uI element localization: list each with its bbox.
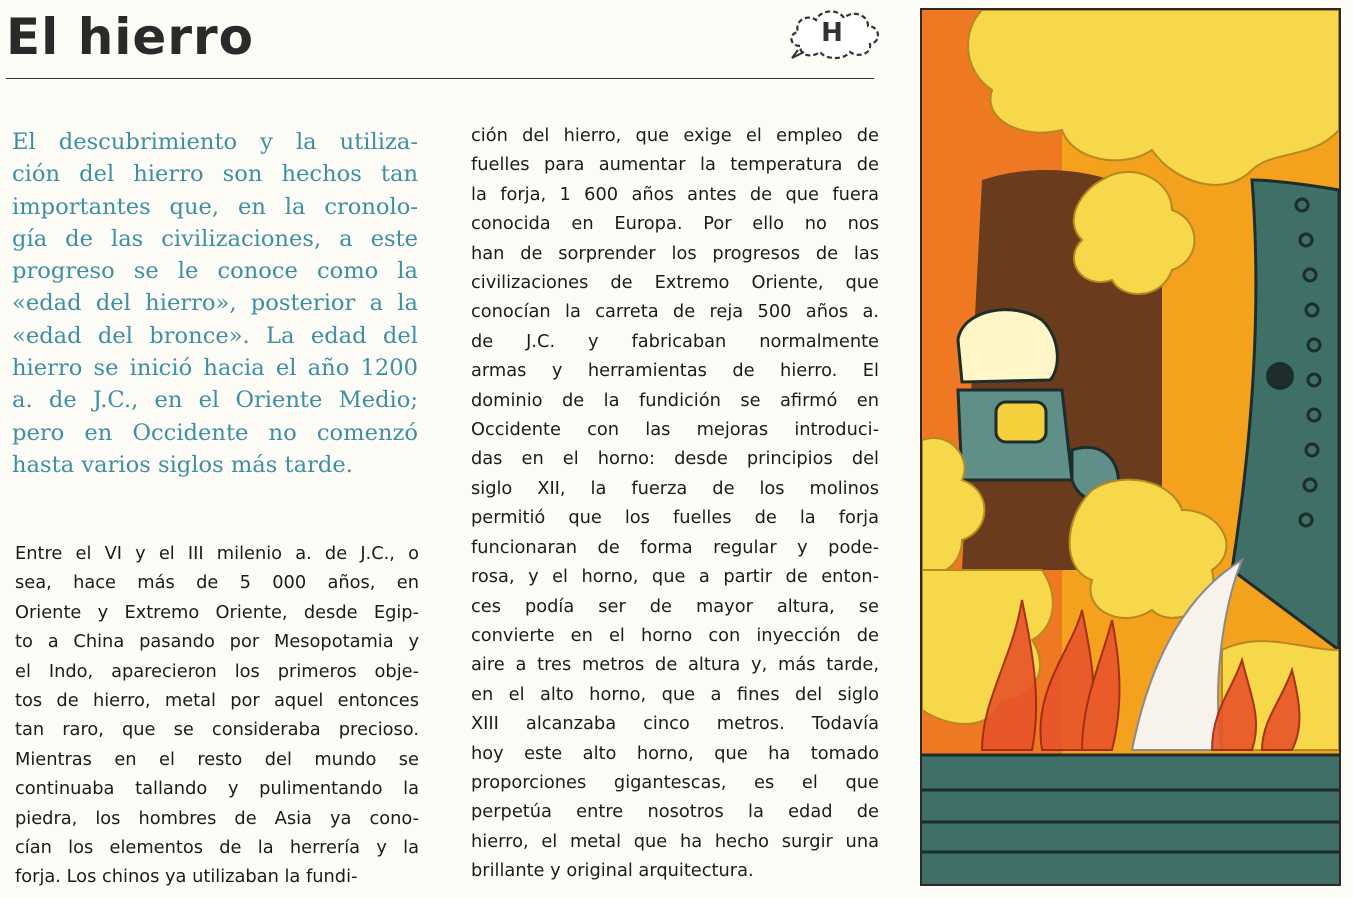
body-text-line: Oriente y Extremo Oriente, desde Egip- xyxy=(15,601,419,623)
intro-line: importantes que, en la cronolo- xyxy=(12,193,418,220)
body-text-line: das en el horno: desde principios del xyxy=(471,448,879,470)
intro-line: «edad del bronce». La edad del xyxy=(12,322,418,349)
title-divider xyxy=(6,78,874,79)
intro-line: ción del hierro son hechos tan xyxy=(12,161,418,188)
body-text-line: cían los elementos de la herrería y la xyxy=(15,837,419,859)
body-text-line: han de sorprender los progresos de las xyxy=(471,242,879,264)
body-text-line: siglo XII, la fuerza de los molinos xyxy=(471,477,879,499)
intro-line: El descubrimiento y la utiliza- xyxy=(12,129,418,155)
body-text-line: tan raro, que se consideraba precioso. xyxy=(15,719,419,741)
body-text-line: to a China pasando por Mesopotamia y xyxy=(15,631,419,653)
body-text-line: proporciones gigantescas, es el que xyxy=(471,771,879,793)
body-text-line: sea, hace más de 5 000 años, en xyxy=(15,572,419,594)
intro-line: gía de las civilizaciones, a este xyxy=(12,225,418,252)
body-text-line: en el alto horno, que a fines del siglo xyxy=(471,683,879,705)
body-text-line: Mientras en el resto del mundo se xyxy=(15,748,419,770)
body-text-line: conocían la carreta de reja 500 años a. xyxy=(471,301,879,323)
body-text-line: forja. Los chinos ya utilizaban la fundi- xyxy=(15,866,358,888)
intro-line: hasta varios siglos más tarde. xyxy=(12,451,353,478)
body-text-line: hoy este alto horno, que ha tomado xyxy=(471,742,879,764)
body-text-line: hierro, el metal que ha hecho surgir una xyxy=(471,830,879,852)
body-text-line: piedra, los hombres de Asia ya cono- xyxy=(15,807,419,829)
body-text-line: la forja, 1 600 años antes de que fuera xyxy=(471,183,879,205)
body-text-line: conocida en Europa. Por ello no nos xyxy=(471,213,879,235)
body-text-line: permitió que los fuelles de la forja xyxy=(471,507,879,529)
body-text-line: brillante y original arquitectura. xyxy=(471,860,754,882)
body-text-line: XIII alcanzaba cinco metros. Todavía xyxy=(471,713,879,735)
page-title: El hierro xyxy=(6,8,255,66)
body-text-line: civilizaciones de Extremo Oriente, que xyxy=(471,272,879,294)
body-text-line: dominio de la fundición se afirmó en xyxy=(471,389,879,411)
intro-line: «edad del hierro», posterior a la xyxy=(12,290,418,317)
body-text-line: Occidente con las mejoras introduci- xyxy=(471,419,879,441)
body-text-line: ces podía ser de mayor altura, se xyxy=(471,595,879,617)
cloud-badge-icon xyxy=(786,6,886,64)
body-text-line: fuelles para aumentar la temperatura de xyxy=(471,154,879,176)
body-text-line: de J.C. y fabricaban normalmente xyxy=(471,330,879,352)
furnace-illustration xyxy=(920,8,1341,886)
body-column-left xyxy=(15,539,419,892)
body-text-line: armas y herramientas de hierro. El xyxy=(471,360,879,382)
intro-paragraph xyxy=(12,126,418,481)
badge-letter: H xyxy=(821,18,843,48)
body-text-line: convierte en el horno con inyección de xyxy=(471,624,879,646)
body-column-right xyxy=(471,121,879,886)
intro-line: a. de J.C., en el Oriente Medio; xyxy=(12,387,418,414)
body-text-line: rosa, y el horno, que a partir de enton- xyxy=(471,566,879,588)
body-text-line: ción del hierro, que exige el empleo de xyxy=(471,125,879,146)
intro-line: hierro se inició hacia el año 1200 xyxy=(12,355,418,382)
body-text-line: aire a tres metros de altura y, más tarde, xyxy=(471,654,879,676)
body-text-line: Entre el VI y el III milenio a. de J.C., o xyxy=(15,543,419,564)
body-text-line: perpetúa entre nosotros la edad de xyxy=(471,801,879,823)
intro-line: pero en Occidente no comenzó xyxy=(12,419,418,446)
intro-line: progreso se le conoce como la xyxy=(12,258,418,285)
body-text-line: el Indo, aparecieron los primeros obje- xyxy=(15,660,419,682)
body-text-line: tos de hierro, metal por aquel entonces xyxy=(15,690,419,712)
body-text-line: funcionaran de forma regular y pode- xyxy=(471,536,879,558)
body-text-line: continuaba tallando y pulimentando la xyxy=(15,778,419,800)
